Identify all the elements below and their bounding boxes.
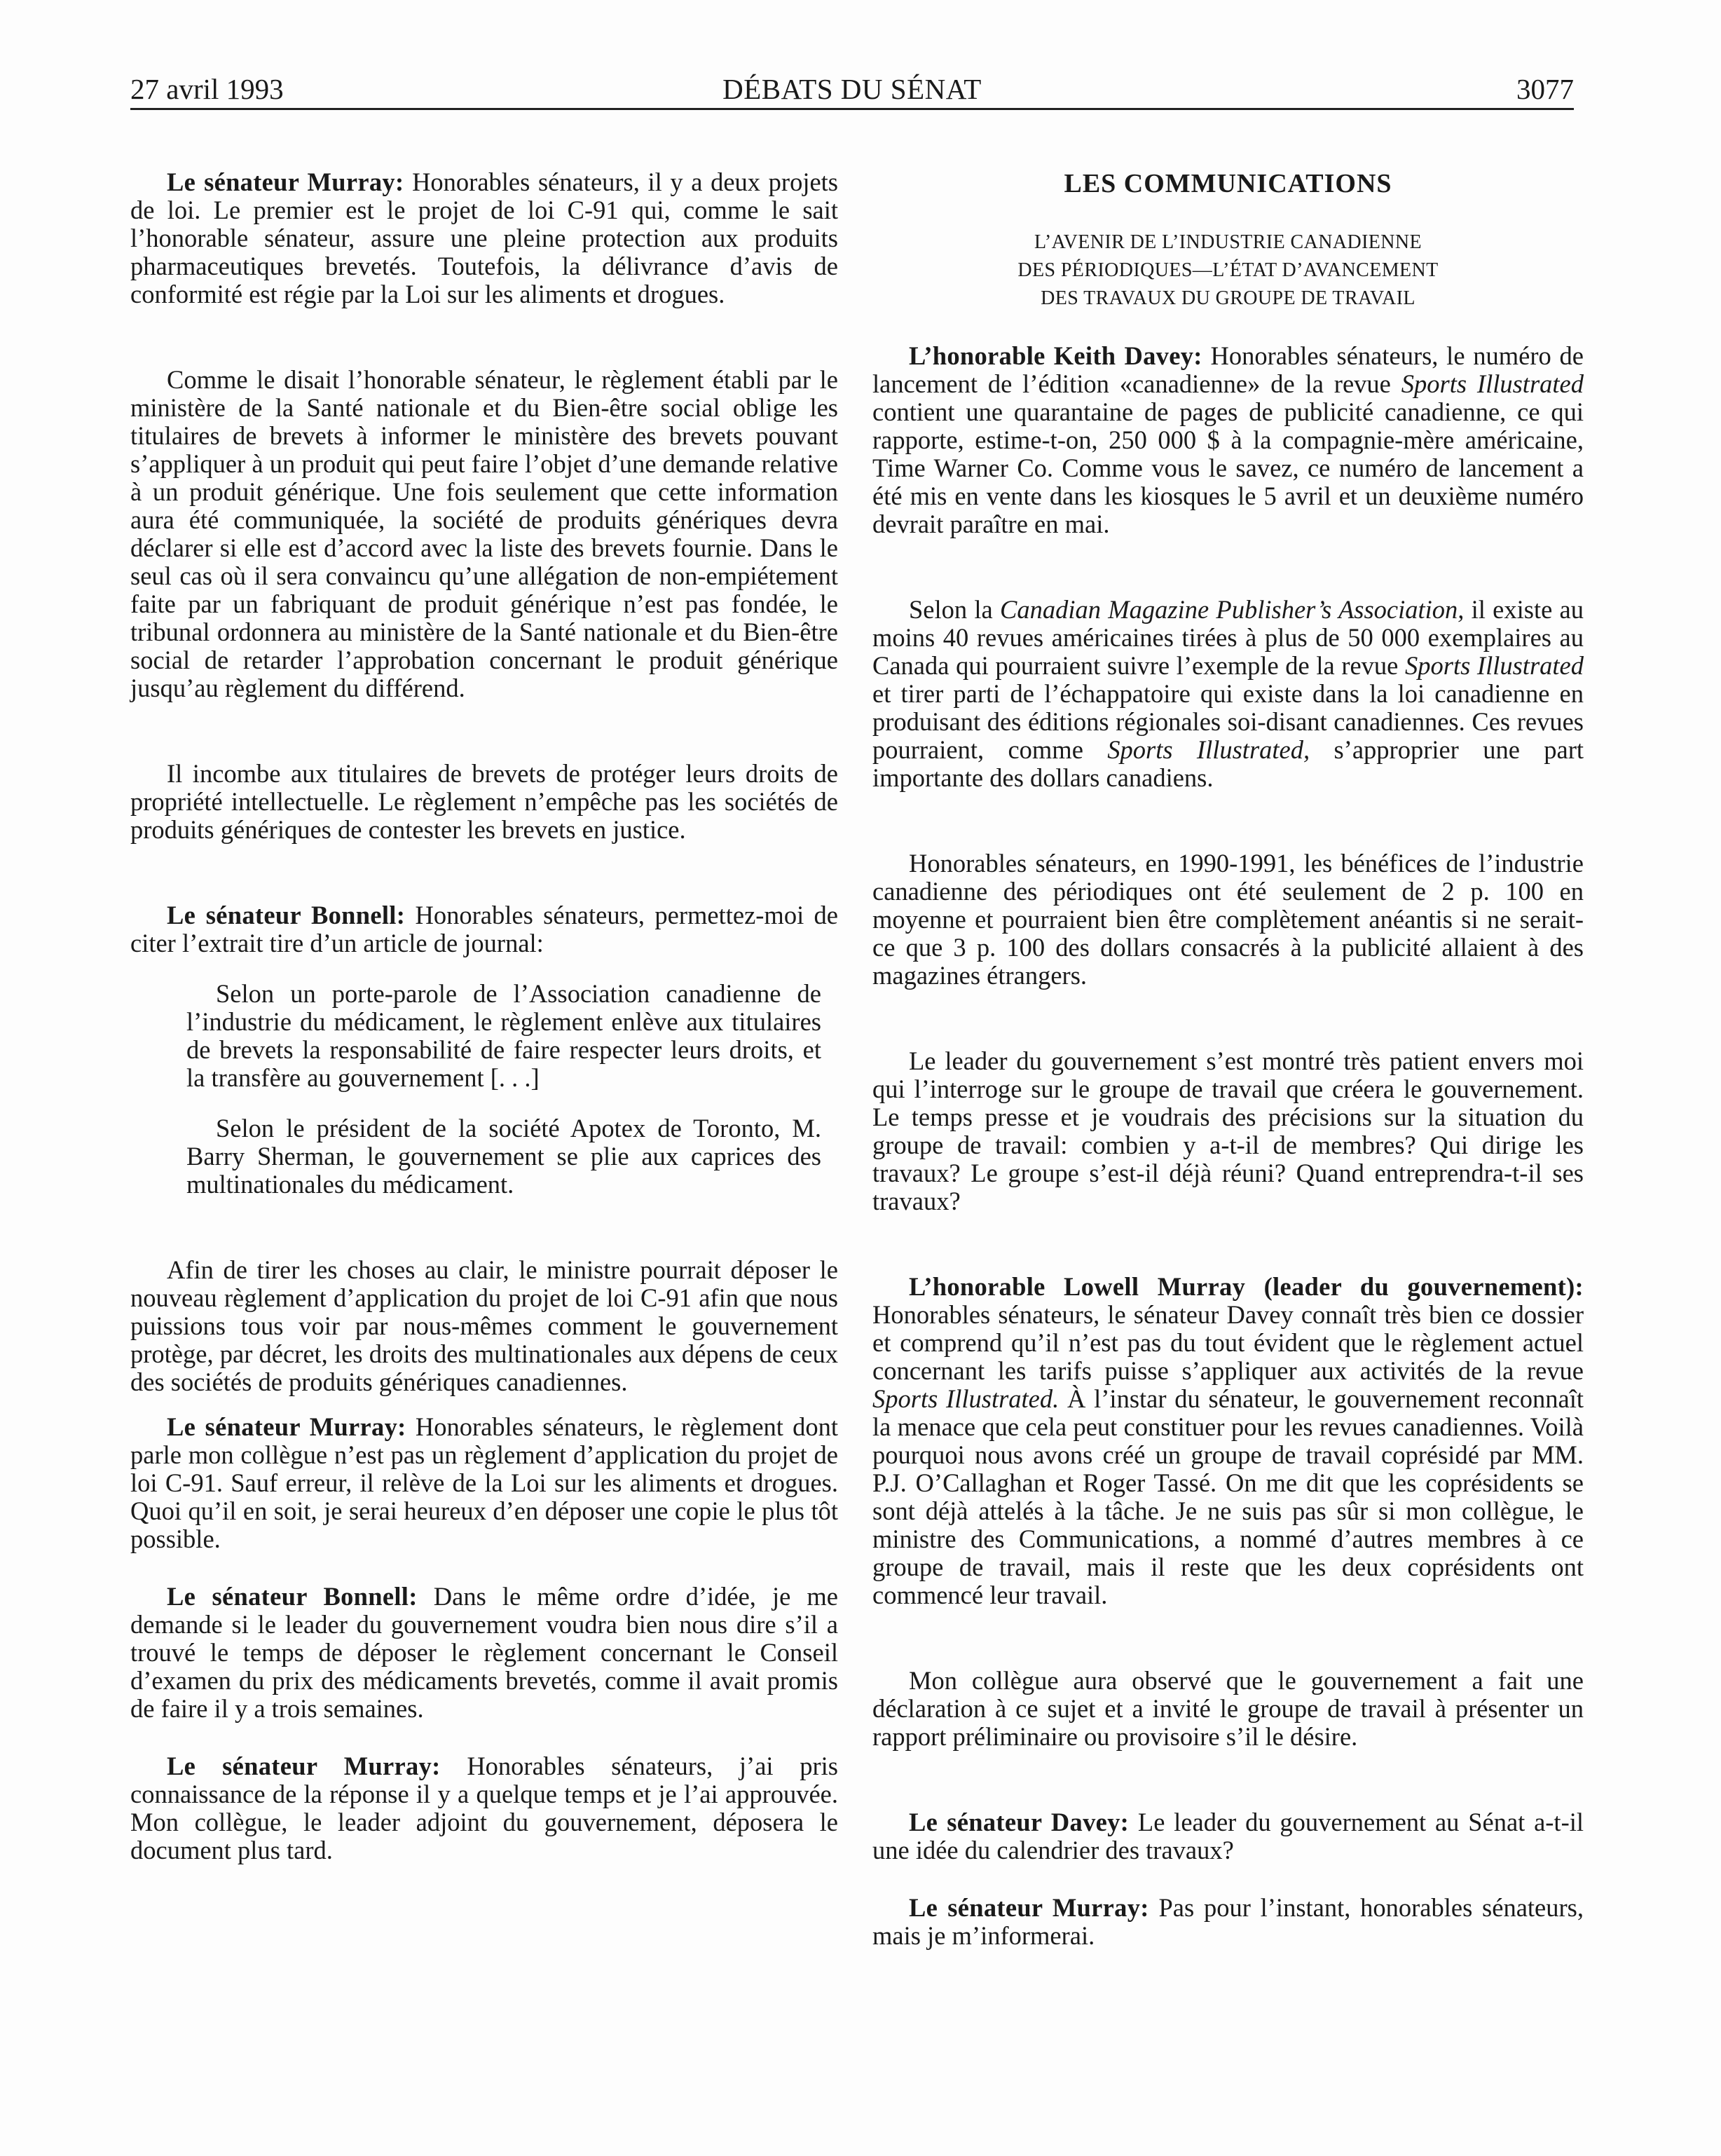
speaker-name: L’honorable Lowell Murray (leader du gouvernement): [909, 1272, 1584, 1301]
speaker-name: L’honorable Keith Davey: [909, 341, 1202, 370]
speech-text: Honorables sénateurs, j’ai pris connaissance de la réponse il y a quelque temps et je l’ai approuvée. Mon collègue, le leader adjoint du gouvernement, déposera le document plus tard. [130, 1752, 838, 1864]
header-title: DÉBATS DU SÉNAT [722, 73, 982, 105]
speech-text: Honorables sénateurs, le sénateur Davey connaît très bien ce dossier et comprend qu’il n’est pas du tout évident que le règlement actuel concernant les tarifs puisse s’appliquer aux activités de la revue [872, 1300, 1584, 1385]
quote-2: Selon le président de la société Apotex de Toronto, M. Barry Sherman, le gouvernement se plie aux caprices des multinationales du médicament. [186, 1114, 821, 1199]
quote-1: Selon un porte-parole de l’Association canadienne de l’industrie du médicament, le règlement enlève aux titulaires de brevets la responsabilité de faire respecter leurs droits, et la transfère au gouvernement [. . .] [186, 979, 821, 1092]
speaker-name: Le sénateur Murray: [167, 168, 404, 196]
section-title: LES COMMUNICATIONS [1064, 169, 1392, 198]
speech-text: Selon la [909, 595, 1000, 624]
subsection-title-line-1: L’AVENIR DE L’INDUSTRIE CANADIENNE [1034, 231, 1422, 253]
paragraph-murray-3: Il incombe aux titulaires de brevets de protéger leurs droits de propriété intellectuelle. Le règlement n’empêche pas les sociétés de produits génériques de contester les brevets en justice. [130, 759, 838, 844]
speaker-name: Le sénateur Murray: [909, 1893, 1149, 1922]
paragraph-murray-2: Comme le disait l’honorable sénateur, le règlement établi par le ministère de la Santé nationale et du Bien-être social oblige les titulaires de brevets à informer le ministère des brevets pouvant s’appliquer à un produit qui peut faire l’objet d’une demande relative à un produit générique. Une fois seulement que cette information aura été communiquée, la société de produits génériques devra déclarer si elle est d’accord avec la liste des brevets fournie. Dans le seul cas où il sera convaincu qu’une allégation de non-empiétement faite par un fabriquant de produit générique n’est pas fondée, le tribunal ordonnera au ministère de la Santé nationale et du Bien-être social de retarder l’approbation concernant le produit générique jusqu’au règlement du différend. [130, 365, 838, 702]
speech-text: Honorables sénateurs, il y a deux projets de loi. Le premier est le projet de loi C-91 qui, comme le sait l’honorable sénateur, assure une pleine protection aux produits pharmaceutiques brevetés. Toutefois, la délivrance d’avis de conformité est régie par la Loi sur les aliments et drogues. [130, 168, 839, 308]
paragraph-murray-final [872, 1894, 1584, 1950]
paragraph-bonnell-3 [130, 1583, 838, 1723]
subsection-title-line-3: DES TRAVAUX DU GROUPE DE TRAVAIL [1041, 287, 1415, 309]
paragraph-lowell-murray-1 [872, 1273, 1584, 1609]
paragraph-davey-3: Honorables sénateurs, en 1990-1991, les bénéfices de l’industrie canadienne des périodiques ont été seulement de 2 p. 100 en moyenne et pourraient bien être complètement anéantis si ne serait-ce que 3 p. 100 des dollars consacrés à la publicité allaient à des magazines étrangers. [872, 849, 1584, 990]
paragraph-davey-1 [872, 342, 1584, 538]
paragraph-davey-2 [872, 596, 1584, 792]
paragraph-murray-4 [130, 1413, 838, 1553]
paragraph-davey-4: Le leader du gouvernement s’est montré très patient envers moi qui l’interroge sur le groupe de travail que créera le gouvernement. Le temps presse et je voudrais des précisions sur la situation du groupe de travail: combien y a-t-il de membres? Qui dirige les travaux? Le groupe s’est-il déjà réuni? Quand entreprendra-t-il ses travaux? [872, 1046, 1584, 1215]
paragraph-bonnell-2: Afin de tirer les choses au clair, le ministre pourrait déposer le nouveau règlement d’application du projet de loi C-91 afin que nous puissions tous voir par nous-mêmes comment le gouvernement protège, par décret, les droits des multinationales aux dépens de ceux des sociétés de produits génériques canadiennes. [130, 1255, 838, 1396]
speech-text: Honorables sénateurs, le numéro de lancement de l’édition «canadienne» de la revue [872, 341, 1584, 398]
magazine-title: Sports Illustrated. [872, 1384, 1060, 1413]
speech-text: Dans le même ordre d’idée, je me demande si le leader du gouvernement voudra bien nous dire s’il a trouvé le temps de déposer le règlement concernant le Conseil d’examen du prix des médicaments brevetés, comme il avait promis de faire il y a trois semaines. [130, 1582, 838, 1723]
association-name: Canadian Magazine Publisher’s Association, [999, 595, 1465, 624]
speech-text: Honorables sénateurs, le règlement dont parle mon collègue n’est pas un règlement d’application du projet de loi C-91. Sauf erreur, il relève de la Loi sur les aliments et drogues. Quoi qu’il en soit, je serai heureux d’en déposer une copie le plus tôt possible. [130, 1412, 839, 1553]
magazine-title: Sports Illustrated, [1107, 735, 1310, 764]
speech-text: il existe au moins 40 revues américaines tirées à plus de 50 000 exemplaires au Canada qui pourraient suivre l’exemple de la revue [872, 595, 1584, 680]
speech-text: contient une quarantaine de pages de publicité canadienne, ce qui rapporte, estime-t-on, 250 000 $ à la compagnie-mère américaine, Time Warner Co. Comme vous le savez, ce numéro de lancement a été mis en vente dans les kiosques le 5 avril et un deuxième numéro devrait paraître en mai. [872, 397, 1584, 538]
speech-text: Le leader du gouvernement au Sénat a-t-il une idée du calendrier des travaux? [872, 1808, 1584, 1864]
running-head [130, 70, 1574, 110]
paragraph-murray-1 [130, 168, 838, 308]
speaker-name: Le sénateur Bonnell: [167, 901, 406, 929]
magazine-title: Sports Illustrated [1405, 651, 1584, 680]
speaker-name: Le sénateur Murray: [167, 1412, 406, 1441]
speaker-name: Le sénateur Bonnell: [167, 1582, 418, 1611]
paragraph-bonnell-1 [130, 901, 838, 957]
paragraph-murray-5 [130, 1752, 838, 1864]
right-column [872, 168, 1584, 1950]
magazine-title: Sports Illustrated [1401, 369, 1584, 398]
paragraph-lowell-murray-2: Mon collègue aura observé que le gouvernement a fait une déclaration à ce sujet et a invité le groupe de travail à présenter un rapport préliminaire ou provisoire s’il le désire. [872, 1666, 1584, 1751]
speech-text: Honorables sénateurs, permettez-moi de citer l’extrait tire d’un article de journal: [130, 901, 838, 957]
paragraph-davey-5 [872, 1808, 1584, 1864]
subsection-title-line-2: DES PÉRIODIQUES—L’ÉTAT D’AVANCEMENT [1017, 259, 1439, 281]
speech-text: et tirer parti de l’échappatoire qui existe dans la loi canadienne en produisant des éditions régionales soi-disant canadiennes. Ces revues pourraient, comme [872, 679, 1584, 764]
header-page-number: 3077 [1516, 73, 1574, 105]
speech-text: s’approprier une part importante des dollars canadiens. [872, 735, 1584, 792]
speech-text: À l’instar du sénateur, le gouvernement reconnaît la menace que cela peut constituer pour les revues canadiennes. Voilà pourquoi nous avons créé un groupe de travail coprésidé par MM. P.J. O’Callaghan et Roger Tassé. On me dit que les coprésidents se sont déjà attelés à la tâche. Je ne suis pas sûr si mon collègue, le ministre des Communications, a nommé d’autres membres à ce groupe de travail, mais il reste que les deux coprésidents ont commencé leur travail. [872, 1384, 1584, 1609]
header-date: 27 avril 1993 [130, 73, 284, 105]
speaker-name: Le sénateur Davey: [909, 1808, 1130, 1836]
speaker-name: Le sénateur Murray: [167, 1752, 441, 1780]
left-column [130, 168, 838, 1864]
speech-text: Pas pour l’instant, honorables sénateurs, mais je m’informerai. [872, 1893, 1584, 1950]
